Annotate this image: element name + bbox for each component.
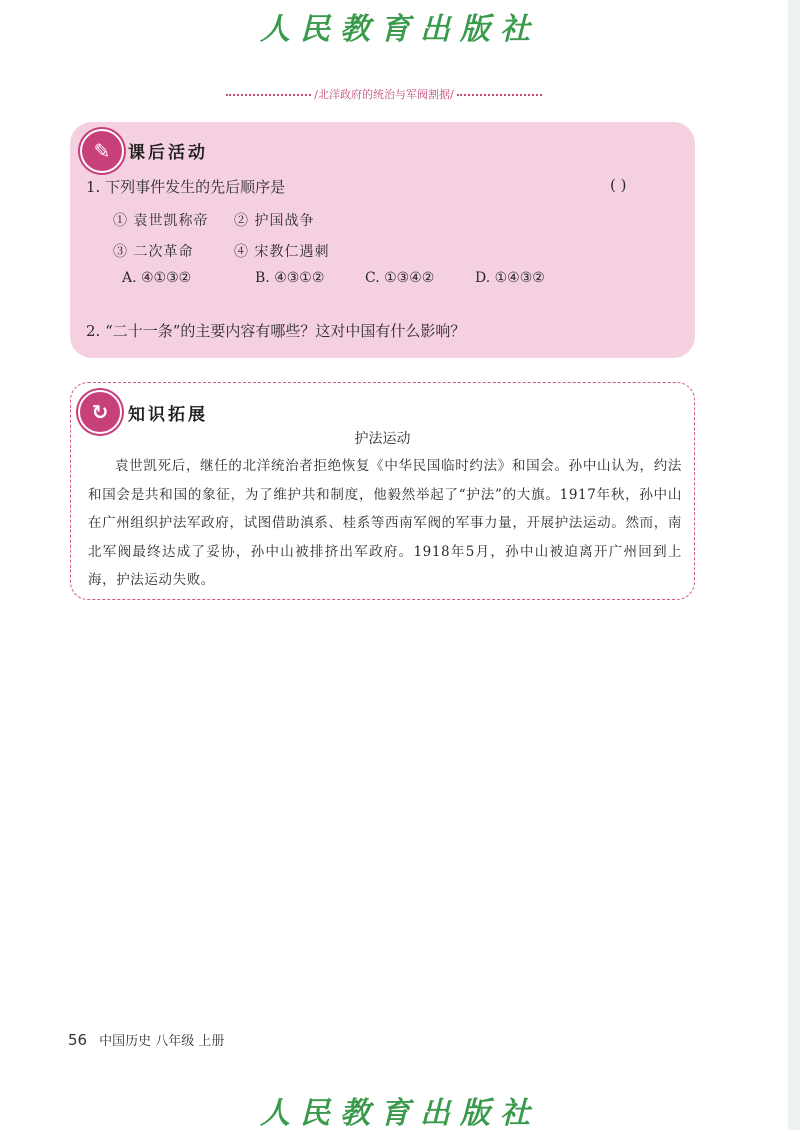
publisher-logo-bottom: 人民教育出版社 [260,1096,540,1131]
refresh-arrow-icon: ↻ [78,390,122,434]
question-2: 2. “二十一条”的主要内容有哪些？这对中国有什么影响？ [86,322,466,340]
running-header [226,86,542,102]
header-dots-left [226,94,311,96]
knowledge-title: 知识拓展 [128,405,208,425]
option-item: ③ 二次革命 [113,244,194,260]
option-item: ② 护国战争 [234,213,315,229]
option-item: ④ 宋教仁遇刺 [234,244,330,260]
activity-title: 课后活动 [128,143,208,163]
page-number: 56 [68,1031,88,1049]
book-title: 中国历史 八年级 上册 [99,1034,225,1049]
page-footer [68,1030,224,1049]
option-item: ① 袁世凯称帝 [113,213,209,229]
publisher-logo-top: 人民教育出版社 [260,12,540,47]
question-1: 1. 下列事件发生的先后顺序是 [86,178,286,196]
article-body: 袁世凯死后，继任的北洋统治者拒绝恢复《中华民国临时约法》和国会。孙中山认为，约法和国会是共和国的象征，为了维护共和制度，他毅然举起了“护法”的大旗。1917年秋，孙中山在广州组织护法军政府，试图借助滇系、桂系等西南军阀的军事力量，开展护法运动。然而，南北军阀最终达成了妥协，孙中山被排挤出军政府。1918年5月，孙中山被迫离开广州回到上海，护法运动失败。 [88,458,682,588]
choice-d: D. ①④③② [475,270,545,286]
choice-c: C. ①③④② [365,270,435,286]
choice-a: A. ④①③② [122,270,192,286]
article-title: 护法运动 [354,431,411,447]
running-header-title: /北洋政府的统治与军阀割据/ [314,88,454,101]
answer-blank: ( ) [610,176,627,194]
choice-b: B. ④③①② [255,270,325,286]
header-dots-right [457,94,542,96]
pencil-icon: ✎ [80,129,124,173]
page-edge [788,0,800,1130]
